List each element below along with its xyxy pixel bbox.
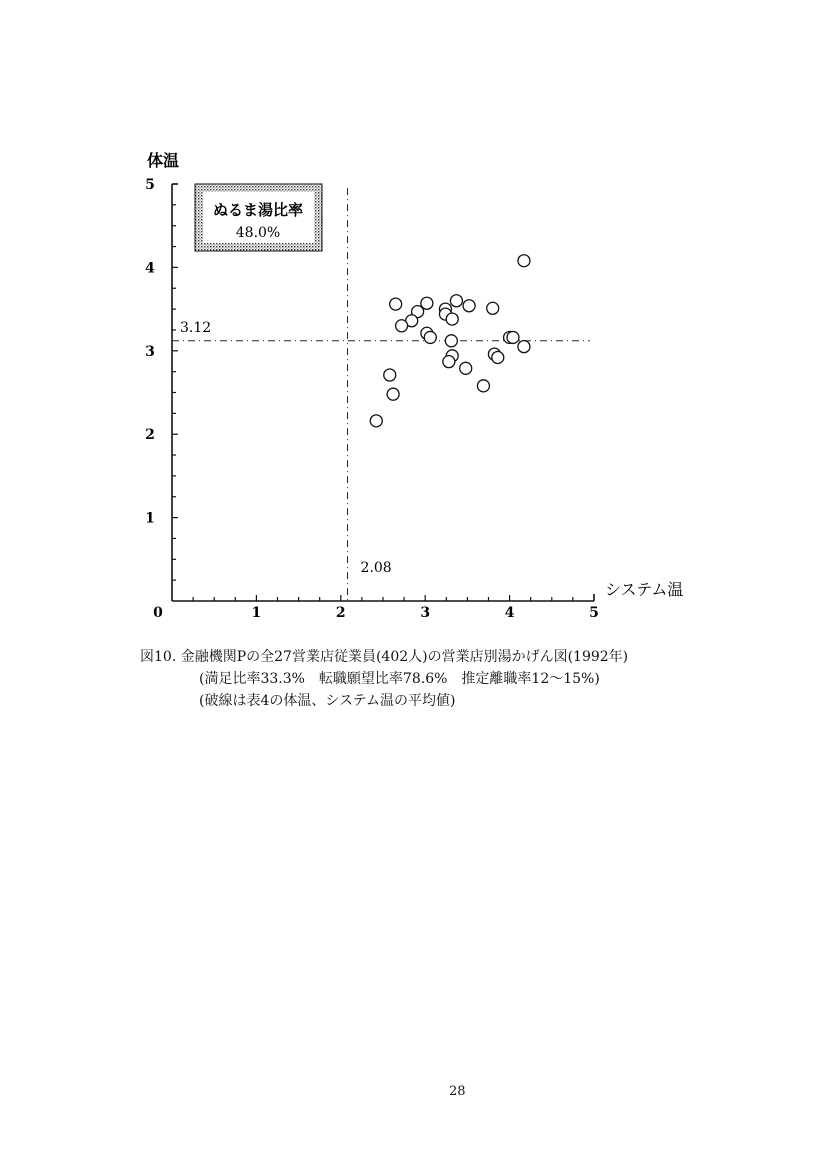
data-point	[445, 335, 457, 347]
data-point	[507, 331, 519, 343]
x-tick-label: 0	[153, 605, 163, 621]
data-point	[370, 415, 382, 427]
mean-y-label: 3.12	[180, 319, 212, 336]
data-point	[390, 298, 402, 310]
caption-stats: (満足比率33.3% 転職願望比率78.6% 推定離職率12～15%)	[199, 671, 600, 687]
data-point	[460, 362, 472, 374]
data-point	[384, 369, 396, 381]
x-tick-label: 2	[335, 605, 346, 621]
x-tick-label: 5	[589, 605, 599, 621]
data-point	[387, 388, 399, 400]
data-point	[450, 295, 462, 307]
y-tick-label: 1	[145, 510, 155, 527]
y-tick-label: 3	[145, 343, 155, 360]
data-point	[477, 380, 489, 392]
data-point	[487, 302, 499, 314]
data-point	[396, 320, 408, 332]
data-point	[518, 341, 530, 353]
data-point	[424, 331, 436, 343]
caption-note: (破線は表4の体温、システム温の平均値)	[199, 693, 456, 709]
x-tick-label: 4	[504, 605, 515, 621]
data-point	[463, 300, 475, 312]
data-point	[443, 356, 455, 368]
y-tick-label: 2	[145, 427, 155, 444]
data-point	[492, 351, 504, 363]
x-tick-label: 1	[251, 605, 262, 621]
inset-title: ぬるま湯比率	[212, 201, 304, 219]
axis-ticks	[172, 205, 573, 601]
mean-x-label: 2.08	[360, 559, 392, 576]
data-point	[446, 313, 458, 325]
figure-caption: 図10. 金融機関Pの全27営業店従業員(402人)の営業店別湯かげん図(1992年)	[140, 649, 629, 665]
page-number: 28	[449, 1084, 466, 1099]
x-axis-title: システム温	[605, 580, 684, 599]
x-tick-label: 3	[420, 605, 431, 621]
data-points	[370, 255, 530, 427]
y-tick-label: 5	[145, 177, 155, 193]
inset-box	[195, 184, 322, 251]
data-point	[518, 255, 530, 267]
y-tick-label: 4	[145, 260, 155, 277]
inset-value: 48.0%	[235, 225, 281, 241]
y-axis-title: 体温	[147, 151, 180, 170]
